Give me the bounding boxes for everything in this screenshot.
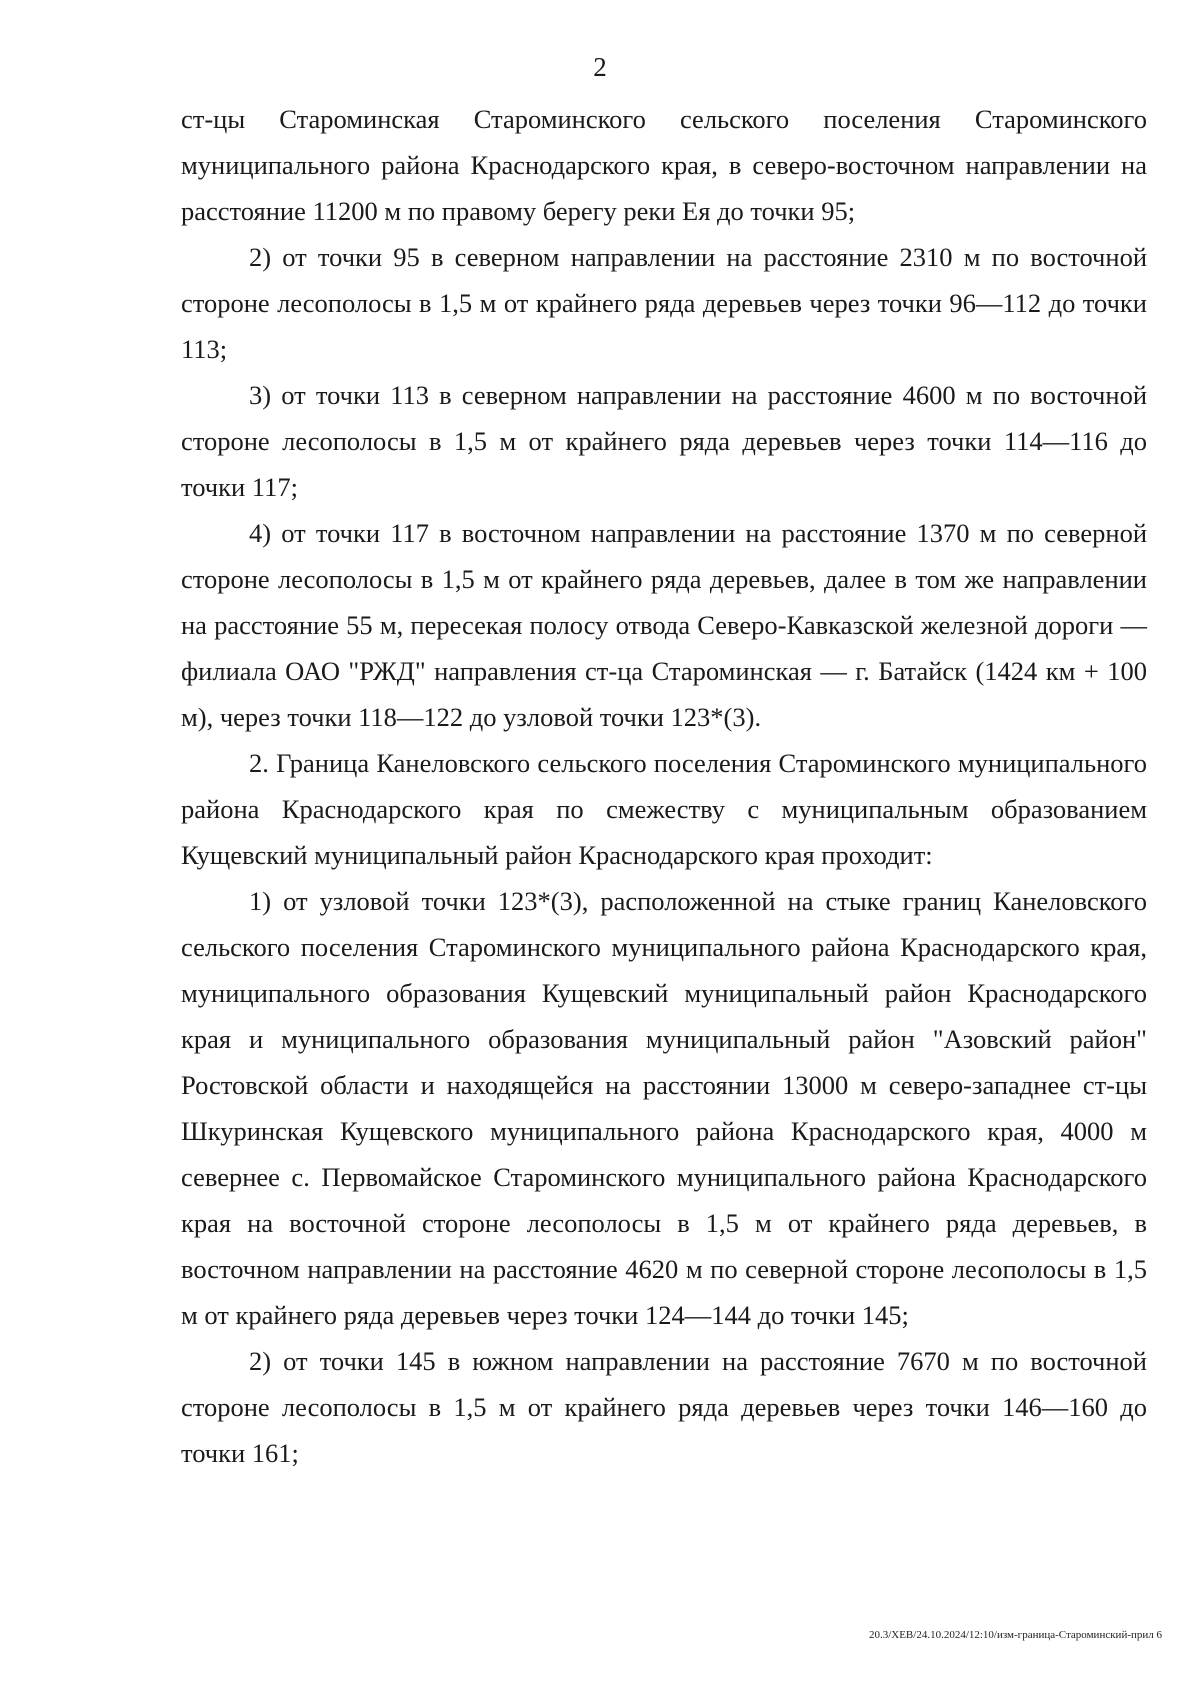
paragraph-section-2-item-1: 1) от узловой точки 123*(3), расположенной на стыке границ Канеловского сельского поселения Староминского муниципального района Краснодарского края, муниципального образования Кущевский муниципальный район Краснодарского края и муниципального образования муниципальный район "Азовский район" Ростовской области и находящейся на расстоянии 13000 м северо-западнее ст-цы Шкуринская Кущевского муниципального района Краснодарского края, 4000 м севернее с. Первомайское Староминского муниципального района Краснодарского края на восточной стороне лесополосы в 1,5 м от крайнего ряда деревьев, в восточном направлении на расстояние 4620 м по северной стороне лесополосы в 1,5 м от крайнего ряда деревьев через точки 124—144 до точки 145; (181, 886, 1147, 1330)
paragraph-section-2: 2. Граница Канеловского сельского поселения Староминского муниципального района Краснодарского края по смежеству с муниципальным образованием Кущевский муниципальный район Краснодарского края проходит: (181, 748, 1147, 870)
paragraph-section-2-item-2: 2) от точки 145 в южном направлении на расстояние 7670 м по восточной стороне лесополосы в 1,5 м от крайнего ряда деревьев через точки 146—160 до точки 161; (181, 1346, 1147, 1468)
paragraph-continuation: ст-цы Староминская Староминского сельского поселения Староминского муниципального района Краснодарского края, в северо-восточном направлении на расстояние 11200 м по правому берегу реки Ея до точки 95; (181, 104, 1147, 226)
page-number: 2 (593, 52, 607, 82)
paragraph-item-3: 3) от точки 113 в северном направлении на расстояние 4600 м по восточной стороне лесополосы в 1,5 м от крайнего ряда деревьев через точки 114—116 до точки 117; (181, 380, 1147, 502)
document-body (181, 96, 1147, 1476)
footer-reference: 20.3/ХЕВ/24.10.2024/12:10/изм-граница-Староминский-прил 6 (868, 1629, 1162, 1641)
paragraph-item-4: 4) от точки 117 в восточном направлении на расстояние 1370 м по северной стороне лесополосы в 1,5 м от крайнего ряда деревьев, далее в том же направлении на расстояние 55 м, пересекая полосу отвода Северо-Кавказской железной дороги — филиала ОАО "РЖД" направления ст-ца Староминская — г. Батайск (1424 км + 100 м), через точки 118—122 до узловой точки 123*(3). (181, 518, 1147, 732)
paragraph-item-2: 2) от точки 95 в северном направлении на расстояние 2310 м по восточной стороне лесополосы в 1,5 м от крайнего ряда деревьев через точки 96—112 до точки 113; (181, 242, 1147, 364)
